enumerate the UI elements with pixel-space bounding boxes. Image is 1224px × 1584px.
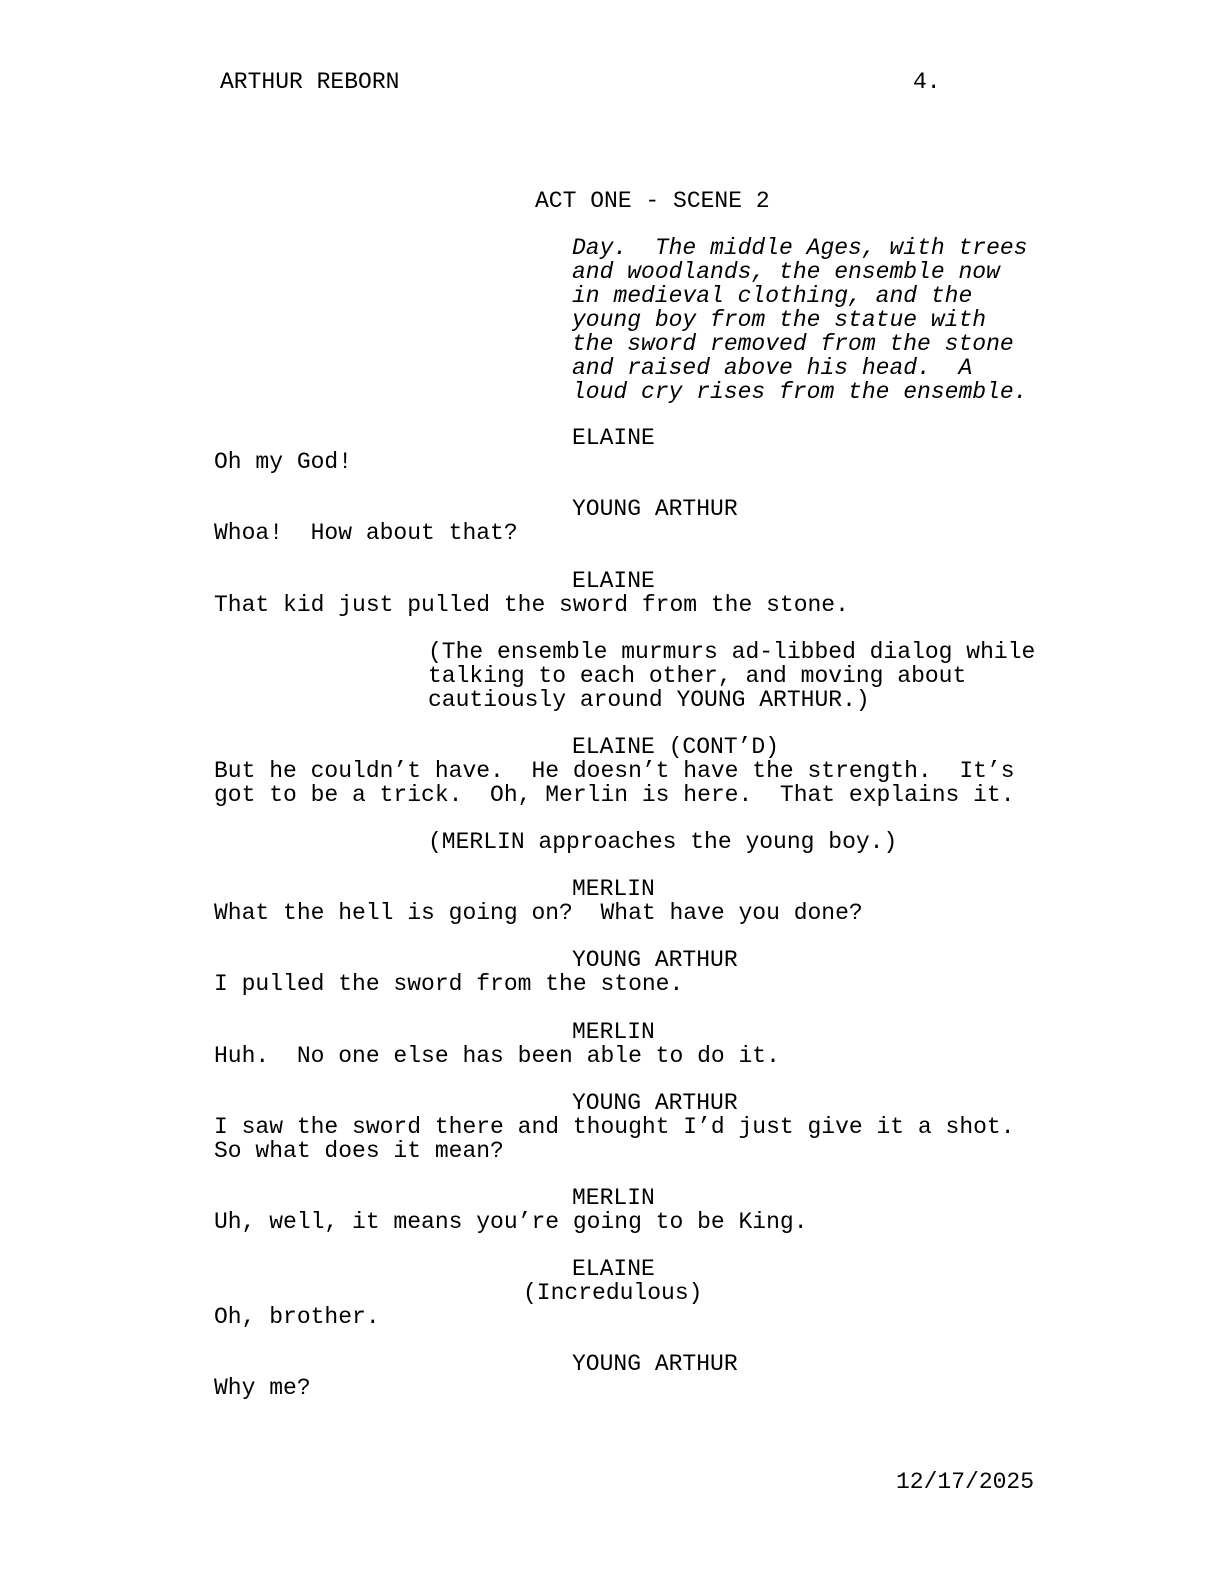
stage-direction-line: young boy from the statue with xyxy=(572,307,987,333)
action-line: (The ensemble murmurs ad-libbed dialog while xyxy=(428,639,1036,665)
character-name: ELAINE xyxy=(572,1256,655,1282)
action-line: talking to each other, and moving about xyxy=(428,663,967,689)
stage-direction-line: in medieval clothing, and the xyxy=(572,283,973,309)
dialogue-line: But he couldn’t have. He doesn’t have the strength. It’s xyxy=(214,758,1015,784)
dialogue-line: I pulled the sword from the stone. xyxy=(214,971,684,997)
character-name: YOUNG ARTHUR xyxy=(572,496,738,522)
footer-date: 12/17/2025 xyxy=(896,1469,1035,1495)
character-name: ELAINE (CONT’D) xyxy=(572,734,780,760)
parenthetical: (Incredulous) xyxy=(523,1280,703,1306)
character-name: MERLIN xyxy=(572,1019,655,1045)
dialogue-line: What the hell is going on? What have you done? xyxy=(214,900,863,926)
character-name: MERLIN xyxy=(572,876,655,902)
script-title: ARTHUR REBORN xyxy=(220,69,400,95)
dialogue-line: Huh. No one else has been able to do it. xyxy=(214,1043,780,1069)
stage-direction-line: loud cry rises from the ensemble. xyxy=(572,379,1028,405)
action-direction xyxy=(428,640,1035,712)
character-name: YOUNG ARTHUR xyxy=(572,1090,738,1116)
dialogue-line: So what does it mean? xyxy=(214,1138,504,1164)
dialogue-line: I saw the sword there and thought I’d just give it a shot. xyxy=(214,1114,1015,1140)
dialogue-line: Uh, well, it means you’re going to be King. xyxy=(214,1209,808,1235)
character-name: MERLIN xyxy=(572,1185,655,1211)
character-name: YOUNG ARTHUR xyxy=(572,947,738,973)
dialogue-line: Whoa! How about that? xyxy=(214,520,518,546)
scene-heading: ACT ONE - SCENE 2 xyxy=(535,188,770,214)
dialogue-line: Why me? xyxy=(214,1375,311,1401)
dialogue-line: That kid just pulled the sword from the stone. xyxy=(214,592,849,618)
dialogue xyxy=(214,759,1015,807)
dialogue xyxy=(214,1115,1015,1163)
stage-direction-line: Day. The middle Ages, with trees xyxy=(572,235,1028,261)
stage-direction-line: and raised above his head. A xyxy=(572,355,973,381)
stage-direction-line: the sword removed from the stone xyxy=(572,331,1014,357)
dialogue-line: Oh my God! xyxy=(214,449,353,475)
dialogue-line: Oh, brother. xyxy=(214,1304,380,1330)
character-name: YOUNG ARTHUR xyxy=(572,1351,738,1377)
stage-direction-line: and woodlands, the ensemble now xyxy=(572,259,1000,285)
page-number: 4. xyxy=(913,69,941,95)
action-line: cautiously around YOUNG ARTHUR.) xyxy=(428,687,870,713)
stage-direction xyxy=(572,236,1027,404)
character-name: ELAINE xyxy=(572,425,655,451)
dialogue-line: got to be a trick. Oh, Merlin is here. That explains it. xyxy=(214,782,1015,808)
character-name: ELAINE xyxy=(572,568,655,594)
action-line: (MERLIN approaches the young boy.) xyxy=(428,829,898,855)
